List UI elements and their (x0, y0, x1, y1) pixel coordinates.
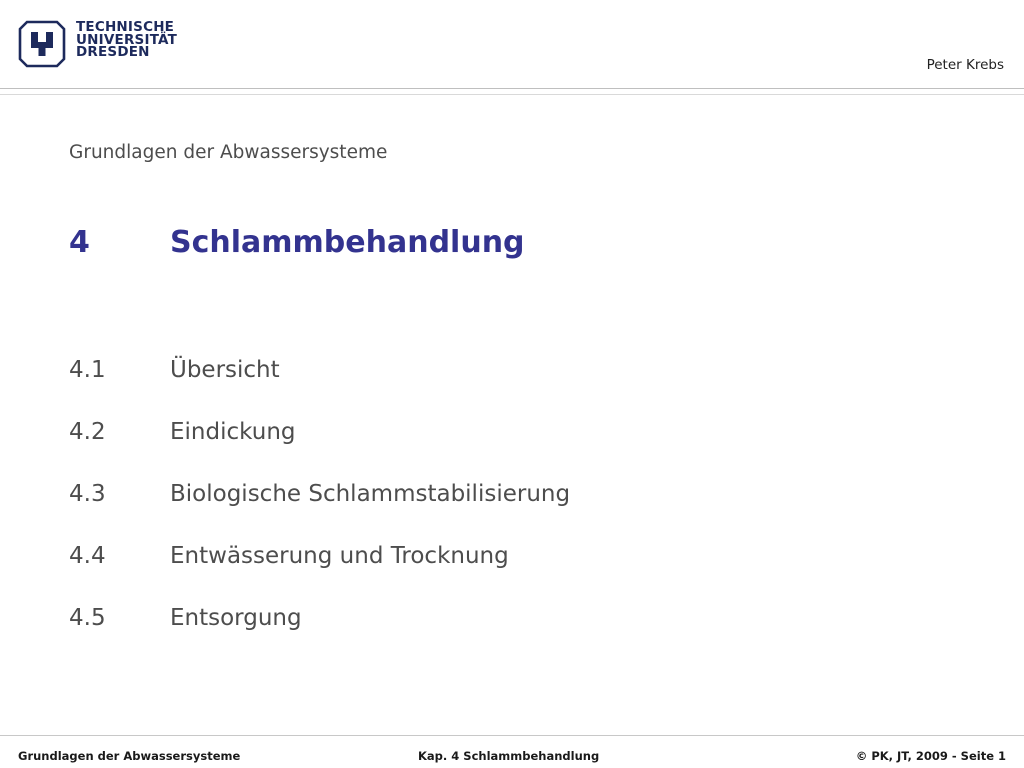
list-item (69, 605, 969, 667)
section-number: 4.1 (69, 357, 106, 383)
list-item (69, 357, 969, 419)
tud-logo-icon (18, 20, 66, 68)
logo-line-3: DRESDEN (76, 44, 150, 61)
slide-header (0, 0, 1024, 92)
footer-center-text: Kap. 4 Schlammbehandlung (418, 749, 600, 763)
section-label: Übersicht (170, 357, 280, 383)
header-divider-secondary (0, 94, 1024, 95)
chapter-heading (69, 225, 525, 260)
section-number: 4.5 (69, 605, 106, 631)
list-item (69, 543, 969, 605)
footer-left-text: Grundlagen der Abwassersysteme (18, 749, 241, 763)
tud-logo-wordmark (76, 21, 177, 59)
section-number: 4.2 (69, 419, 106, 445)
logo-line-1: TECHNISCHE (76, 19, 175, 35)
footer-right-text: © PK, JT, 2009 - Seite 1 (855, 749, 1006, 763)
list-item (69, 419, 969, 481)
course-subject: Grundlagen der Abwassersysteme (69, 142, 388, 163)
chapter-title: Schlammbehandlung (170, 225, 525, 260)
slide-footer (0, 744, 1024, 768)
section-label: Eindickung (170, 419, 296, 445)
tu-dresden-logo (18, 20, 177, 68)
header-divider-primary (0, 88, 1024, 89)
section-label: Biologische Schlammstabilisierung (170, 481, 571, 507)
chapter-number: 4 (69, 225, 90, 260)
logo-line-2: UNIVERSITÄT (76, 31, 178, 48)
list-item (69, 481, 969, 543)
section-label: Entwässerung und Trocknung (170, 543, 509, 569)
footer-divider (0, 735, 1024, 736)
section-number: 4.4 (69, 543, 106, 569)
section-label: Entsorgung (170, 605, 302, 631)
section-list (69, 357, 969, 667)
author-name: Peter Krebs (926, 57, 1004, 73)
section-number: 4.3 (69, 481, 106, 507)
